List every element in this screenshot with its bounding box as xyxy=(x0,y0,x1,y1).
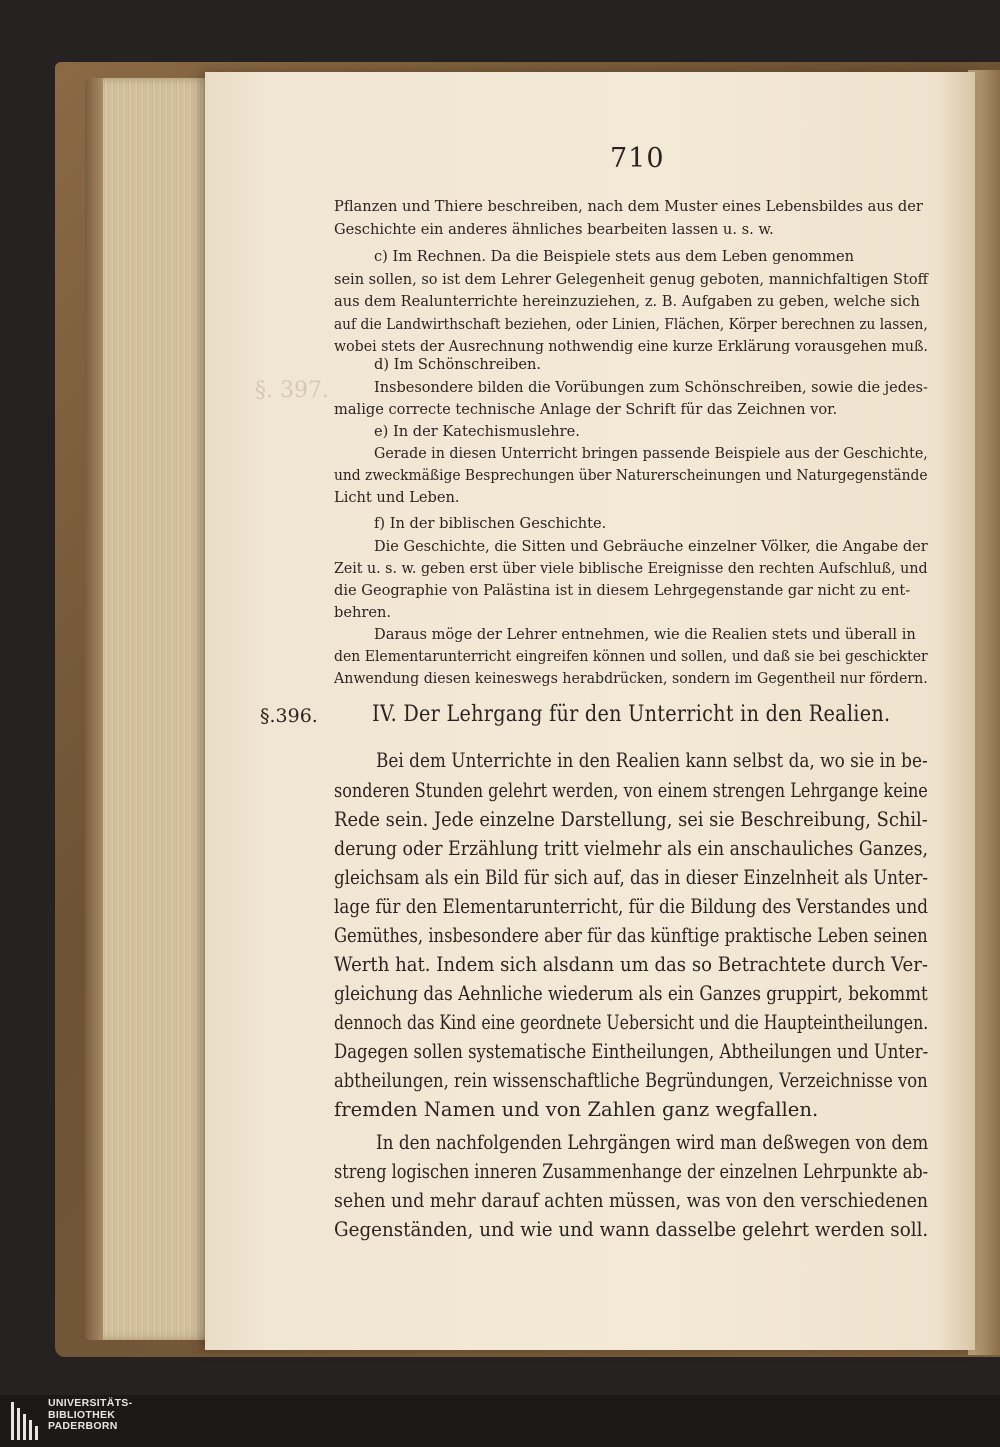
text-line: sehen und mehr darauf achten müssen, was von den verschiedenen xyxy=(334,1189,929,1212)
text-line: gleichung das Aehnliche wiederum als ein Ganzes gruppirt, bekommt xyxy=(334,982,928,1005)
text-line: wobei stets der Ausrechnung nothwendig eine kurze Erklärung vorausgehen muß. xyxy=(334,338,928,355)
library-logo xyxy=(8,1398,168,1444)
text-line: Gemüthes, insbesondere aber für das künftige praktische Leben seinen xyxy=(334,924,928,947)
text-line: den Elementarunterricht eingreifen können und sollen, und daß sie bei geschickter xyxy=(334,648,928,665)
text-line: und zweckmäßige Besprechungen über Naturerscheinungen und Naturgegenstände xyxy=(334,467,928,484)
text-line: Insbesondere bilden die Vorübungen zum Schönschreiben, sowie die jedes- xyxy=(374,379,928,396)
logo-line: PADERBORN xyxy=(48,1420,118,1432)
text-line: e) In der Katechismuslehre. xyxy=(374,423,580,440)
show-through-text: §. 397. xyxy=(255,378,329,403)
text-line: lage für den Elementarunterricht, für die Bildung des Verstandes und xyxy=(334,895,929,918)
section-heading: IV. Der Lehrgang für den Unterricht in den Realien. xyxy=(372,702,891,727)
text-line: malige correcte technische Anlage der Schrift für das Zeichnen vor. xyxy=(334,401,838,418)
page-edges xyxy=(85,78,220,1340)
text-line: Gerade in diesen Unterricht bringen passende Beispiele aus der Geschichte, xyxy=(374,445,928,462)
text-line: d) Im Schönschreiben. xyxy=(374,356,542,373)
text-line: Daraus möge der Lehrer entnehmen, wie die Realien stets und überall in xyxy=(374,626,916,643)
section-marker: §.396. xyxy=(260,705,318,727)
logo-line: BIBLIOTHEK xyxy=(48,1408,116,1421)
text-line: derung oder Erzählung tritt vielmehr als ein anschauliches Ganzes, xyxy=(334,837,929,860)
text-line: aus dem Realunterrichte hereinzuziehen, z. B. Aufgaben zu geben, welche sich xyxy=(334,293,920,310)
library-logo-icon xyxy=(8,1398,42,1444)
text-line: Rede sein. Jede einzelne Darstellung, sei sie Beschreibung, Schil- xyxy=(334,808,928,831)
text-line: die Geographie von Palästina ist in diesem Lehrgegenstande gar nicht zu ent- xyxy=(334,582,911,599)
text-line: Werth hat. Indem sich alsdann um das so Betrachtete durch Ver- xyxy=(334,953,929,976)
text-line: Gegenständen, und wie und wann dasselbe gelehrt werden soll. xyxy=(334,1218,929,1241)
logo-line: UNIVERSITÄTS- xyxy=(48,1397,133,1409)
text-line: gleichsam als ein Bild für sich auf, das in dieser Einzelnheit als Unter- xyxy=(334,866,929,889)
text-line: streng logischen inneren Zusammenhange der einzelnen Lehrpunkte ab- xyxy=(334,1160,929,1183)
text-line: sein sollen, so ist dem Lehrer Gelegenheit genug geboten, mannichfaltigen Stoff xyxy=(334,271,928,288)
text-line: fremden Namen und von Zahlen ganz wegfallen. xyxy=(334,1098,819,1121)
text-line: Pflanzen und Thiere beschreiben, nach dem Muster eines Lebensbildes aus der xyxy=(334,198,923,215)
text-line: f) In der biblischen Geschichte. xyxy=(374,515,607,532)
text-line: c) Im Rechnen. Da die Beispiele stets aus dem Leben genommen xyxy=(374,248,854,265)
text-line: Geschichte ein anderes ähnliches bearbeiten lassen u. s. w. xyxy=(334,221,774,238)
text-line: abtheilungen, rein wissenschaftliche Begründungen, Verzeichnisse von xyxy=(334,1069,928,1092)
page-number: 710 xyxy=(610,143,665,174)
text-line: Die Geschichte, die Sitten und Gebräuche einzelner Völker, die Angabe der xyxy=(374,538,928,555)
text-line: Dagegen sollen systematische Eintheilungen, Abtheilungen und Unter- xyxy=(334,1040,929,1063)
text-line: auf die Landwirthschaft beziehen, oder Linien, Flächen, Körper berechnen zu lassen, xyxy=(334,316,928,333)
text-line: sonderen Stunden gelehrt werden, von einem strengen Lehrgange keine xyxy=(334,779,928,802)
text-line: Zeit u. s. w. geben erst über viele biblische Ereignisse den rechten Aufschluß, und xyxy=(334,560,928,577)
text-line: dennoch das Kind eine geordnete Uebersicht und die Haupteintheilungen. xyxy=(334,1011,929,1034)
text-line: Bei dem Unterrichte in den Realien kann selbst da, wo sie in be- xyxy=(376,749,928,772)
library-logo-text xyxy=(48,1398,132,1433)
text-line: behren. xyxy=(334,604,392,621)
text-line: Anwendung diesen keineswegs herabdrücken, sondern im Gegentheil nur fördern. xyxy=(334,670,928,687)
text-line: In den nachfolgenden Lehrgängen wird man deßwegen von dem xyxy=(376,1131,929,1154)
text-line: Licht und Leben. xyxy=(334,489,460,506)
